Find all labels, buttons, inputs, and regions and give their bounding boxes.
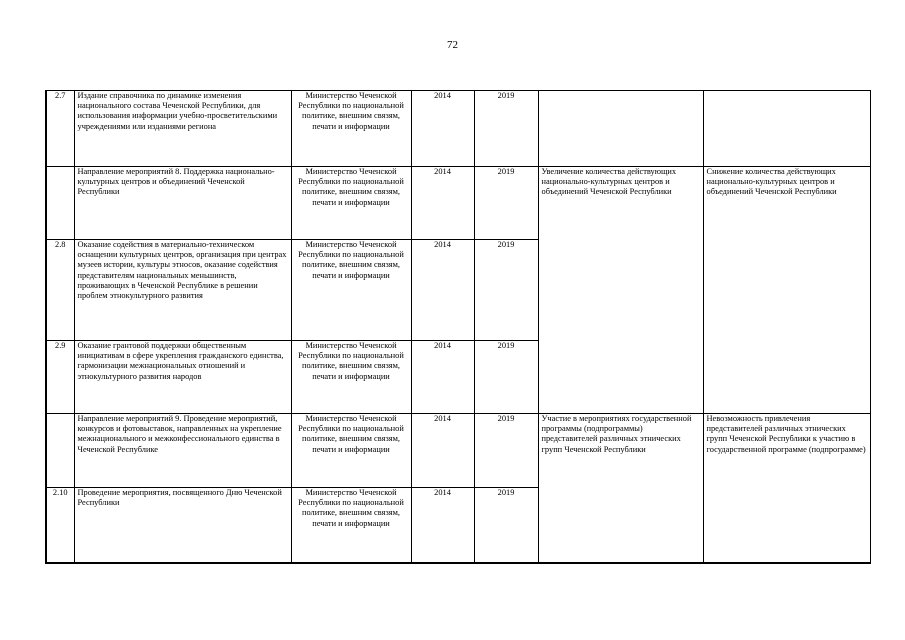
end-year-cell: 2019 <box>474 488 538 563</box>
consequence-cell-empty <box>703 91 870 167</box>
expected-result-cell: Увеличение количества действующих национально-культурных центров и объединений Чеченской Республики <box>538 167 703 414</box>
table-row <box>46 167 870 240</box>
executor-cell: Министерство Чеченской Республики по национальной политике, внешним связям, печати и информации <box>291 240 411 341</box>
start-year-cell: 2014 <box>411 91 474 167</box>
end-year-cell: 2019 <box>474 240 538 341</box>
start-year-cell: 2014 <box>411 240 474 341</box>
result-cell-empty <box>538 91 703 167</box>
start-year-cell: 2014 <box>411 414 474 488</box>
program-activities-table <box>45 90 871 564</box>
activity-cell: Оказание грантовой поддержки общественным инициативам в сфере укрепления гражданского единства, гармонизации межнациональных отношений и этнокультурного развития народов <box>74 341 291 414</box>
activity-cell: Проведение мероприятия, посвященного Дню Чеченской Республики <box>74 488 291 563</box>
page-number: 72 <box>447 39 458 51</box>
executor-cell: Министерство Чеченской Республики по национальной политике, внешним связям, печати и информации <box>291 488 411 563</box>
row-number-cell: 2.10 <box>46 488 74 563</box>
end-year-cell: 2019 <box>474 414 538 488</box>
non-implementation-consequence-cell: Снижение количества действующих национально-культурных центров и объединений Чеченской Республики <box>703 167 870 414</box>
row-number-cell: 2.9 <box>46 341 74 414</box>
end-year-cell: 2019 <box>474 91 538 167</box>
activity-cell: Издание справочника по динамике изменения национального состава Чеченской Республики, для использования информации учебно-просветительскими учреждениями или изданиями региона <box>74 91 291 167</box>
start-year-cell: 2014 <box>411 341 474 414</box>
executor-cell: Министерство Чеченской Республики по национальной политике, внешним связям, печати и информации <box>291 341 411 414</box>
non-implementation-consequence-cell: Невозможность привлечения представителей различных этнических групп Чеченской Республики к участию в государственной программе (подпрограмме) <box>703 414 870 563</box>
executor-cell: Министерство Чеченской Республики по национальной политике, внешним связям, печати и информации <box>291 91 411 167</box>
end-year-cell: 2019 <box>474 167 538 240</box>
row-number-cell: 2.7 <box>46 91 74 167</box>
end-year-cell: 2019 <box>474 341 538 414</box>
table-row <box>46 91 870 167</box>
start-year-cell: 2014 <box>411 488 474 563</box>
executor-cell: Министерство Чеченской Республики по национальной политике, внешним связям, печати и информации <box>291 167 411 240</box>
row-number-cell <box>46 167 74 240</box>
executor-cell: Министерство Чеченской Республики по национальной политике, внешним связям, печати и информации <box>291 414 411 488</box>
activity-direction-cell: Направление мероприятий 8. Поддержка национально-культурных центров и объединений Чеченской Республики <box>74 167 291 240</box>
start-year-cell: 2014 <box>411 167 474 240</box>
table-row <box>46 414 870 488</box>
activity-direction-cell: Направление мероприятий 9. Проведение мероприятий, конкурсов и фотовыставок, направленных на укрепление межнационального и межконфессионального единства в Чеченской Республике <box>74 414 291 488</box>
expected-result-cell: Участие в мероприятиях государственной программы (подпрограммы) представителей различных этнических групп Чеченской Республики <box>538 414 703 563</box>
row-number-cell <box>46 414 74 488</box>
row-number-cell: 2.8 <box>46 240 74 341</box>
activity-cell: Оказание содействия в материально-техническом оснащении культурных центров, организация при центрах музеев истории, культуры этносов, оказание содействия представителям национальных меньшинств, проживающих в Чеченской Республике в решении проблем этнокультурного развития <box>74 240 291 341</box>
